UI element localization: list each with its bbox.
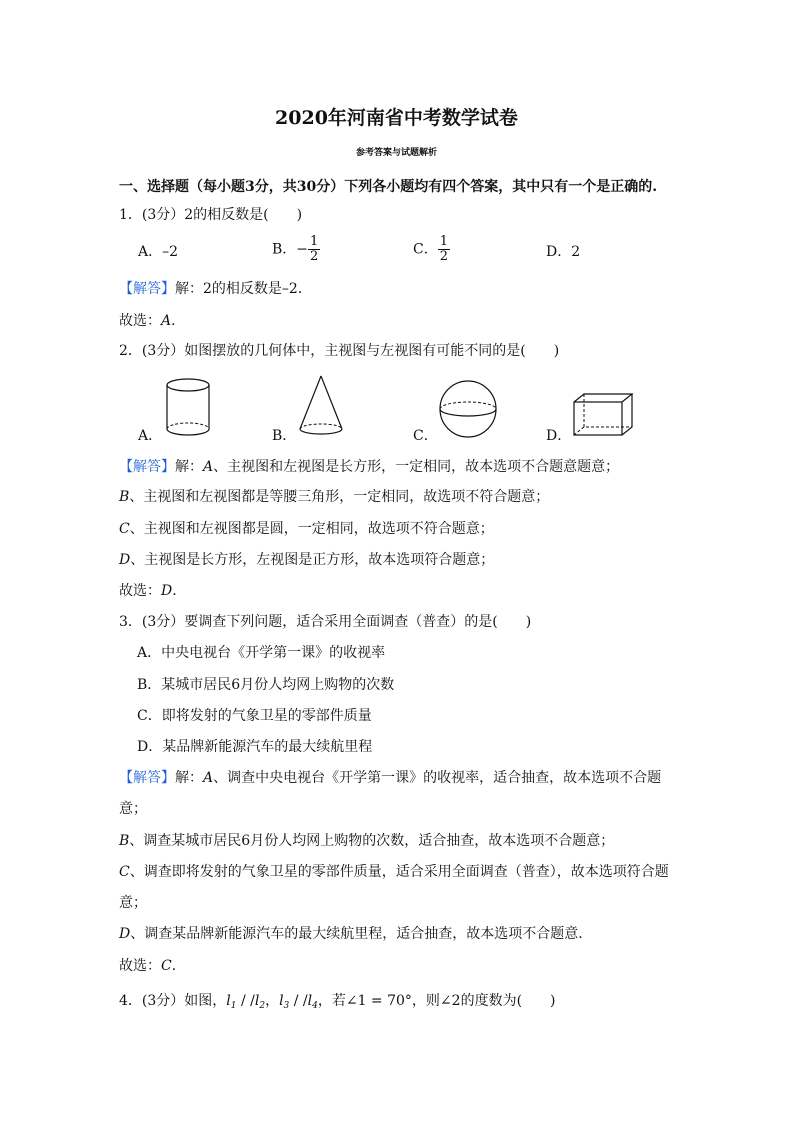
q4-l2: l bbox=[254, 993, 260, 1009]
q2-choice-suffix: ． bbox=[172, 583, 187, 599]
q3-answer-3-letter: C bbox=[119, 864, 130, 880]
q1-option-d: D．2 bbox=[546, 244, 581, 260]
q2-option-b: B． bbox=[272, 428, 297, 444]
q4-l1-sub: 1 bbox=[230, 1001, 237, 1011]
q3-answer-tag: 【解答】 bbox=[119, 770, 175, 786]
q3-answer-1 bbox=[119, 769, 661, 787]
q1-option-a: A．–2 bbox=[138, 244, 179, 260]
q1-option-b bbox=[272, 235, 320, 264]
q2-stem: 2．(3分）如图摆放的几何体中，主视图与左视图有可能不同的是( ) bbox=[119, 343, 560, 359]
q2-answer-3-letter: C bbox=[119, 521, 130, 537]
q1-answer-text: 解：2的相反数是–2． bbox=[175, 281, 312, 297]
q3-choice-prefix: 故选： bbox=[119, 958, 161, 974]
q2-answer-3 bbox=[119, 520, 494, 538]
q2-answer-4 bbox=[119, 551, 494, 569]
q4-l4-sub: 4 bbox=[312, 1001, 318, 1011]
q2-option-d: D． bbox=[546, 428, 572, 444]
q4-par-2: / / bbox=[289, 993, 308, 1009]
q4-l2-sub: 2 bbox=[259, 1001, 266, 1011]
q2-answer-1-prefix: 解： bbox=[175, 459, 203, 475]
q4-stem-prefix: 4．(3分）如图， bbox=[119, 993, 227, 1009]
q1-option-c-prefix: C． bbox=[413, 241, 438, 258]
q3-answer-4 bbox=[119, 925, 592, 943]
q3-answer-1-letter: A bbox=[203, 770, 214, 786]
q1-choice-suffix: ． bbox=[171, 313, 186, 329]
page-subtitle: 参考答案与试题解析 bbox=[355, 148, 437, 158]
q3-answer-3-cont: 意； bbox=[119, 895, 147, 911]
q1-answer-tag: 【解答】 bbox=[119, 281, 175, 297]
q1-option-b-num: 1 bbox=[310, 234, 319, 249]
q2-choice bbox=[119, 582, 186, 600]
q2-choice-prefix: 故选： bbox=[119, 583, 161, 599]
q4-l3: l bbox=[279, 993, 284, 1009]
q4-condition: ，若∠1 = 70°，则∠2的度数为( ) bbox=[317, 993, 556, 1009]
q4-l4: l bbox=[307, 993, 313, 1009]
q2-answer-4-letter: D bbox=[119, 552, 131, 568]
q3-answer-4-letter: D bbox=[119, 926, 131, 942]
q1-stem: 1．(3分）2的相反数是( ) bbox=[119, 207, 303, 223]
q3-option-b: B．某城市居民6月份人均网上购物的次数 bbox=[137, 677, 395, 693]
section-heading: 一、选择题（每小题3分，共30分）下列各小题均有四个答案，其中只有一个是正确的. bbox=[119, 179, 658, 195]
q4-l3-sub: 3 bbox=[283, 1001, 290, 1011]
q3-answer-3-text: 、调查即将发射的气象卫星的零部件质量，适合采用全面调查（普查），故本选项符合题 bbox=[129, 864, 669, 880]
q1-option-c-den: 2 bbox=[439, 249, 448, 264]
q1-option-b-fraction bbox=[308, 235, 320, 264]
q3-option-a: A．中央电视台《开学第一课》的收视率 bbox=[137, 645, 386, 661]
q2-answer-2-text: 、主视图和左视图都是等腰三角形，一定相同，故选项不符合题意； bbox=[129, 489, 550, 505]
q3-answer-1-prefix: 解： bbox=[175, 770, 203, 786]
page-title: 2020年河南省中考数学试卷 bbox=[275, 107, 518, 129]
q3-choice-letter: C bbox=[161, 958, 172, 974]
sphere-figure bbox=[437, 379, 499, 439]
q2-answer-1-letter: A bbox=[203, 459, 214, 475]
cone-figure bbox=[296, 374, 346, 438]
q2-answer-4-text: 、主视图是长方形，左视图是正方形，故本选项符合题意； bbox=[130, 552, 495, 568]
q1-option-c bbox=[413, 235, 450, 264]
q3-choice bbox=[119, 957, 186, 975]
q1-choice bbox=[119, 312, 185, 330]
q2-answer-3-text: 、主视图和左视图都是圆，一定相同，故选项不符合题意； bbox=[129, 521, 494, 537]
q3-answer-3 bbox=[119, 863, 669, 881]
q3-answer-2-text: 、调查某城市居民6月份人均网上购物的次数，适合抽查，故本选项不合题意； bbox=[129, 833, 615, 849]
q1-option-c-fraction bbox=[438, 235, 450, 264]
cylinder-figure bbox=[160, 376, 216, 438]
q2-option-a: A． bbox=[138, 428, 163, 444]
q3-option-c: C．即将发射的气象卫星的零部件质量 bbox=[137, 708, 372, 724]
q3-choice-suffix: ． bbox=[171, 958, 186, 974]
q3-answer-2 bbox=[119, 832, 614, 850]
cuboid-figure bbox=[572, 392, 634, 438]
q4-par-1: / / bbox=[236, 993, 255, 1009]
q4-comma: ， bbox=[265, 993, 280, 1009]
q3-answer-1-cont: 意； bbox=[119, 801, 147, 817]
q3-answer-2-letter: B bbox=[119, 833, 130, 849]
q3-answer-4-text: 、调查某品牌新能源汽车的最大续航里程，适合抽查，故本选项不合题意． bbox=[130, 926, 593, 942]
q3-stem: 3．(3分）要调查下列问题，适合采用全面调查（普查）的是( ) bbox=[119, 614, 532, 630]
q3-option-d: D．某品牌新能源汽车的最大续航里程 bbox=[137, 739, 373, 755]
q1-choice-letter: A bbox=[161, 313, 172, 329]
q3-answer-1-text: 、调查中央电视台《开学第一课》的收视率，适合抽查，故本选项不合题 bbox=[213, 770, 662, 786]
q2-answer-1-text: 、主视图和左视图是长方形，一定相同，故本选项不合题意题意； bbox=[213, 459, 620, 475]
q1-answer bbox=[119, 280, 312, 298]
q2-answer-tag: 【解答】 bbox=[119, 459, 175, 475]
q1-option-b-prefix: B．− bbox=[272, 241, 309, 258]
q2-choice-letter: D bbox=[161, 583, 173, 599]
q2-answer-1 bbox=[119, 458, 619, 476]
q2-option-c: C． bbox=[413, 428, 438, 444]
q2-answer-2 bbox=[119, 488, 549, 506]
q1-option-c-num: 1 bbox=[439, 234, 448, 249]
q4-l1: l bbox=[226, 993, 231, 1009]
q1-choice-prefix: 故选： bbox=[119, 313, 161, 329]
q4-stem bbox=[119, 992, 556, 1015]
q2-answer-2-letter: B bbox=[119, 489, 130, 505]
q1-option-b-den: 2 bbox=[310, 249, 319, 264]
